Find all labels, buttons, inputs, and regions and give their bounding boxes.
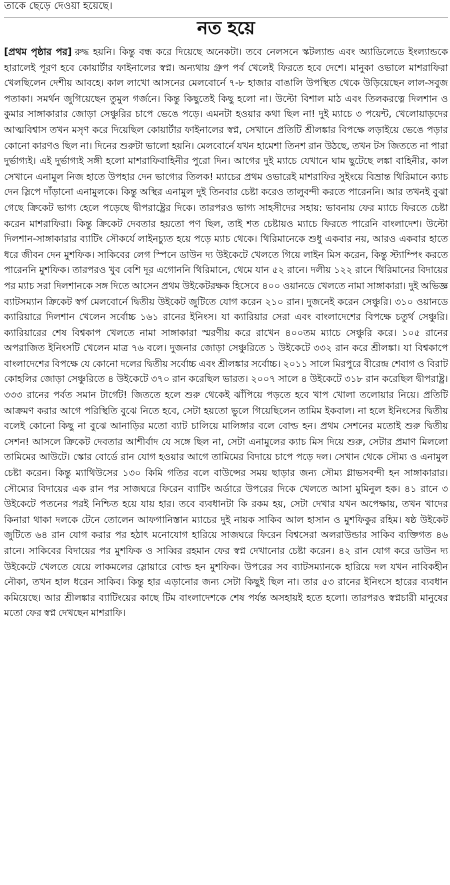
article-body xyxy=(4,45,448,622)
continuation-label: [প্রথম পৃষ্ঠার পর] xyxy=(4,47,72,58)
article-title: নত হয়ে xyxy=(197,18,255,39)
article-body-text: রুদ্ধ হয়নি। কিন্তু বন্ধ করে দিয়েছে অনেকটা। তবে নেলসনে স্কটল্যান্ড এবং অ্যাডিলেডে ইংল্যান্ডকে হারালেই পূরণ হবে কোয়ার্টার ফাইনালের স্বপ্ন। অন্যথায় গ্রুপ পর্ব খেলেই ফিরতে হবে দেশে। মানুকা ওভালে মাশরাফিরা খেলছিলেন দেশীয় আবহে। কাল লাখো আসনের মেলবোর্নে ৭-৮ হাজার বাঙালি উপস্থিত থেকে উড়িয়েছেন লাল-সবুজ পতাকা। সমর্থন জুগিয়েছেন তুমুল গর্জনে। কিন্তু কিছুতেই কিছু হলো না। উল্টো বিশাল মাঠ এবং তিলকরত্নে দিলশান ও কুমার সাঙ্গাকারার জোড়া সেঞ্চুরির চাপে ভেঙে পড়ে। এমনটা হওয়ার কথা ছিল না! দুই ম্যাচে ৩ পয়েন্ট, খেলোয়াড়দের আত্মবিশ্বাস তখন মসৃণ করে দিয়েছিল কোয়ার্টার ফাইনালের স্বপ্ন, সেখানে প্রতিটি শ্রীলঙ্কার বিপক্ষে লড়াইয়ে ভেঙে পড়ার কোনো কারণও ছিল না। দিনের শুরুটা ভালো হয়নি। মেলবোর্নে যখন হামেশা তিনশ রান উঠছে, তখন টস জিততে না পারা দুর্ভাগ্যই। এই দুর্ভাগ্যই সঙ্গী হলো মাশরাফিবাহিনীর পুরো দিন। আগের দুই ম্যাচে যেখানে ঘাম ছুটেছে লঙ্কা বাহিনীর, কাল সেখানে এনামুল নিজ হাতে উপহার দেন ভাগ্যের তিলক! ম্যাচের প্রথম ওভারেই মাশরাফির সুইংয়ে বিভ্রান্ত থিরিমানে ক্যাচ দেন স্লিপে দাঁড়ানো এনামুলকে। কিন্তু অস্থির এনামুল দুই তিনবার চেষ্টা করেও তালুবন্দী করতে পারেননি। আর তখনই বুঝা গেছে ক্রিকেট ভাগ্য হেলে পড়েছে দ্বীপরাষ্ট্রের দিকে। তারপরও ভাগ্য সাহসীদের সহায়: ভাবনায় ফের ম্যাচে ফিরতে চেষ্টা করেন মাশরাফিরা। কিন্তু ক্রিকেট দেবতার হয়তো পণ ছিল, তাই শত চেষ্টায়ও ম্যাচে ফিরতে পারেনি বাংলাদেশ। উল্টো দিলশান-সাঙ্গাকারার ব্যাটিং সৌকর্যে লাইনচ্যুত হয়ে পড়ে ম্যাচ থেকে। থিরিমানেকে শুধু একবার নয়, আরও একবার হাতে ধরে জীবন দেন মুশফিক। সাকিবের লেগ স্পিনে ডাউন দ্য উইকেটে খেলতে গিয়ে লাইন মিস করেন, কিন্তু স্ট্যাম্পিং করতে পারেননি মুশফিক। তারপরও খুব বেশি দূর এগোননি থিরিমানে, থেমে যান ৫২ রানে। দলীয় ১২২ রানে থিরিমানের বিদায়ের পর ম্যাচ সরা দিলশানকে সঙ্গ দিতে আসেন প্রথম উইকেটরক্ষক হিসেবে ৪০০ ওয়ানডে খেলতে নামা সাঙ্গাকারা। দুই অভিজ্ঞ ব্যাটসম্যান ক্রিকেট স্বর্গ মেলবোর্নে দ্বিতীয় উইকেট জুটিতে যোগ করেন ২১০ রান। দুজনেই করেন সেঞ্চুরি। ৩১০ ওয়ানডে ক্যারিয়ারে দিলশান খেলেন সর্বোচ্চ ১৬১ রানের ইনিংস। যা ক্যারিয়ার সেরা এবং বাংলাদেশের বিপক্ষে চতুর্থ সেঞ্চুরি। ক্যারিয়ারের শেষ বিশ্বকাপ খেলতে নামা সাঙ্গাকারা স্মরণীয় করে রাখেন ৪০০তম ম্যাচে সেঞ্চুরি করে। ১০৫ রানের অপরাজিত ইনিংসটি খেলেন মাত্র ৭৬ বলে। দুজনার জোড়া সেঞ্চুরিতে ১ উইকেটে ৩৩২ রান করে শ্রীলঙ্কা। যা বিশ্বকাপে বাংলাদেশের বিপক্ষে যে কোনো দলের দ্বিতীয় সর্বোচ্চ এবং শ্রীলঙ্কার সর্বোচ্চ। ২০১১ সালে মিরপুরে বীরেন্দ্র শেবাগ ও বিরাট কোহলির জোড়া সেঞ্চুরিতে ৪ উইকেটে ৩৭০ রান করেছিল ভারত। ২০০৭ সালে ৪ উইকেটে ৩১৮ রান করেছিল দ্বীপরাষ্ট্র। ৩৩৩ রানের পর্বত সমান টার্গেট! জিততে হলে শুরু থেকেই ঝাঁপিয়ে পড়তে হবে খাপ খোলা তলোয়ার নিয়ে। প্রতিটি আক্রমণ করার আগে পরিস্থিতি বুঝে নিতে হবে, সেটা হয়তো ভুলে গিয়েছিলেন তামিম ইকবাল। না হলে ইনিংসের দ্বিতীয় বলেই কোনো কিছু না বুঝে আনাড়ির মতো ব্যাট চালিয়ে মালিঙ্গার বলে বোল্ড হন। প্রথম সেশনের মতোই শুরু দ্বিতীয় সেশন! আসলে ক্রিকেট দেবতার আশীর্বাদ যে সঙ্গে ছিল না, সেটা এনামুলের ক্যাচ মিস দিয়ে শুরু, সেটার প্রমাণ মিললো তামিমের আউটে। স্কোর বোর্ডে রান যোগ হওয়ার আগে তামিমের বিদায়ে চাপে পড়ে দল। সেখান থেকে সৌম্য ও এনামুল চেষ্টা করেন। কিন্তু ম্যাথিউসের ১৩০ কিমি গতির বলে বাউন্সের সময় ছাড়ার জন্য সৌম্য গ্লাভসবন্দী হন সাঙ্গাকারার। সৌম্যের বিদায়ের এক রান পর সাজঘরে ফিরেন ব্যাটিং অর্ডারে উপরের দিকে খেলতে আসা মুমিনুল হক। ৪১ রানে ৩ উইকেটে পতনের পরই নিশ্চিত হয়ে যায় হার। তবে ব্যবধানটা কি রকম হয়, সেটা দেখার যখন অপেক্ষায়, তখন খাদের কিনারা থাকা দলকে টেনে তোলেন আফগানিস্তান ম্যাচের দুই নায়ক সাকিব আল হাসান ও মুশফিকুর রহিম। ষষ্ঠ উইকেট জুটিতে ৬৪ রান যোগ করার পর হঠাৎ মনোযোগ হারিয়ে সাজঘরে ফিরেন বিশ্বসেরা অলরাউন্ডার সাকিব ব্যক্তিগত ৪৬ রানে। সাকিবের বিদায়ের পর মুশফিক ও সাব্বির রহমান ফের স্বপ্ন দেখানোর চেষ্টা করেন। ৪২ রান যোগ করে ডাউন দ্য উইকেটে খেলতে যেয়ে লাকমলের স্লোয়ারে বোল্ড হন মুশফিক। উপরের সব ব্যাটসম্যানকে হারিয়ে দল যখন নাবিকহীন নৌকা, তখন হাল ধরেন সাকিব। কিন্তু হার এড়ানোর জন্য সেটা কিছুই ছিল না। তার ৫৩ রানের ইনিংসে হারের ব্যবধান কমিয়েছে। আর শ্রীলঙ্কার ব্যাটিংয়ের কাছে টিম বাংলাদেশকে শেষ পর্যন্ত অসহায়ই হতে হলো। তারপরও স্বপ্নচারী মানুষের মতো ফের স্বপ্ন দেখছেন মাশরাফি। xyxy=(4,47,448,620)
previous-article-tail: তাকে ছেড়ে দেওয়া হয়েছে। xyxy=(4,1,113,12)
column-divider xyxy=(4,17,448,18)
